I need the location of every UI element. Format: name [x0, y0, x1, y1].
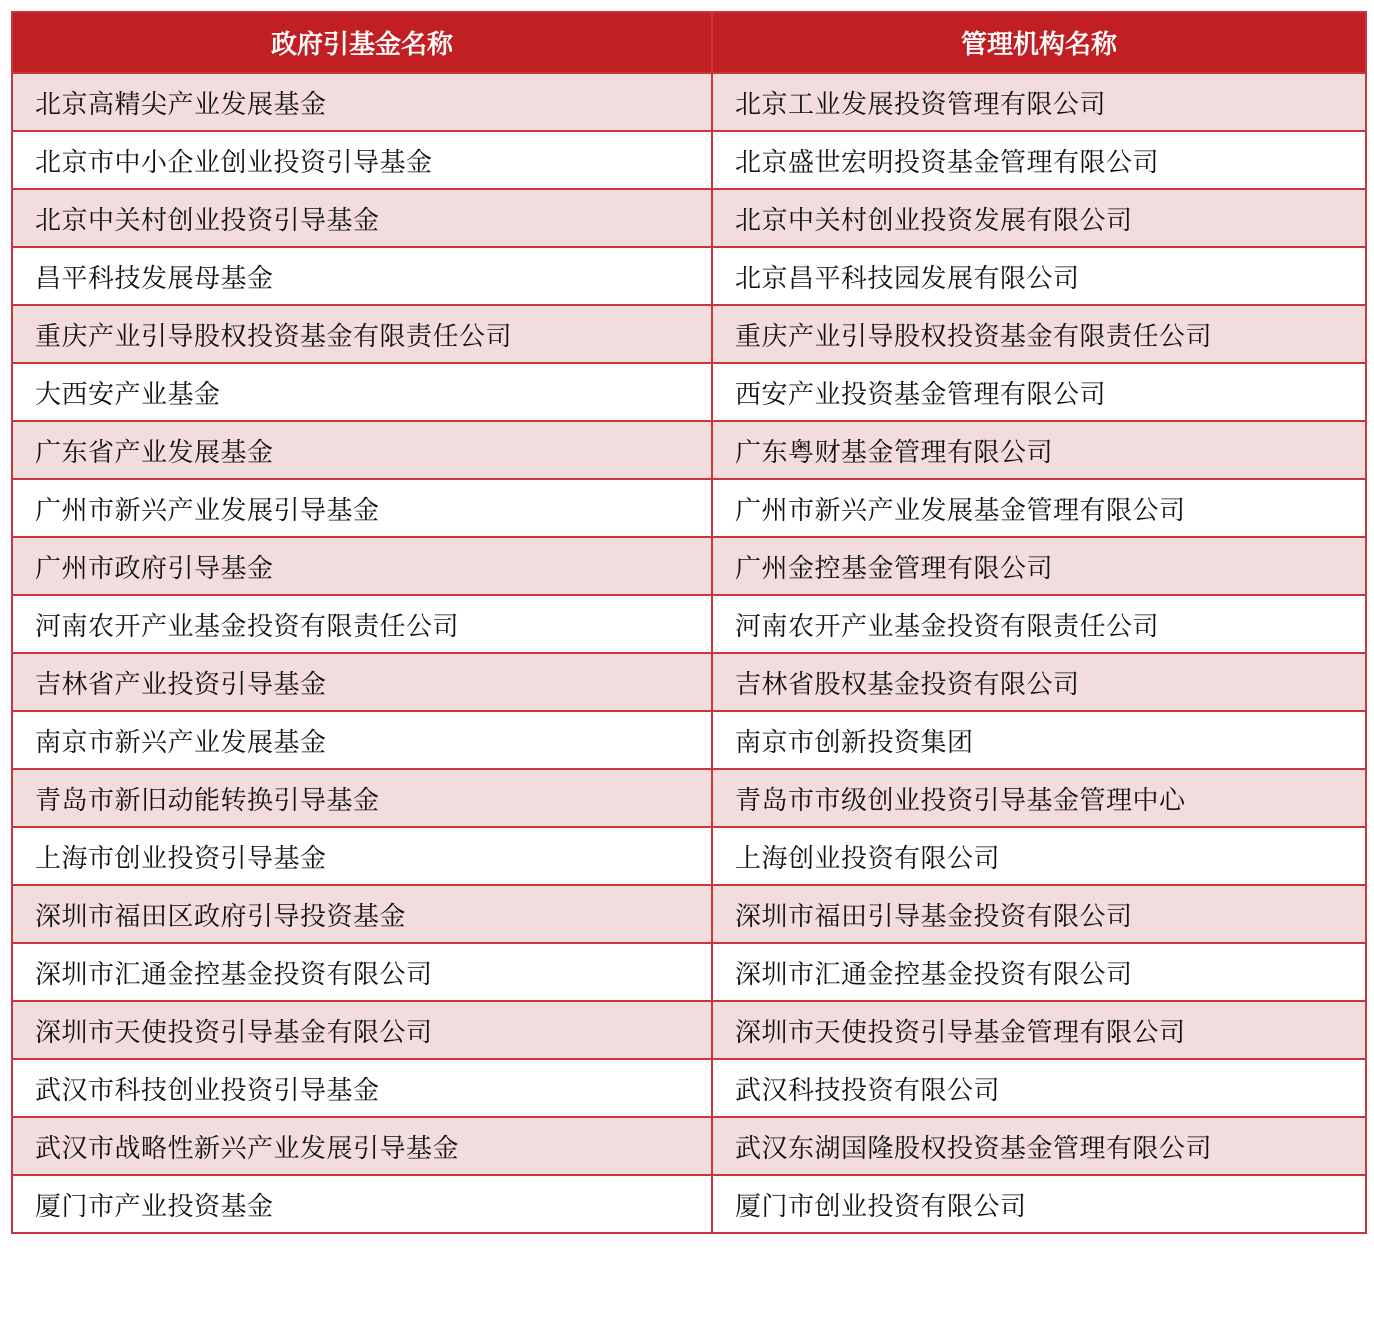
fund-name-cell: 北京中关村创业投资引导基金 [12, 189, 712, 247]
manager-name-cell: 西安产业投资基金管理有限公司 [712, 363, 1366, 421]
manager-name-cell: 广州市新兴产业发展基金管理有限公司 [712, 479, 1366, 537]
table-row [12, 885, 1366, 943]
table-row [12, 595, 1366, 653]
table-row [12, 247, 1366, 305]
header-manager-name: 管理机构名称 [712, 12, 1366, 73]
header-fund-name: 政府引基金名称 [12, 12, 712, 73]
fund-name-cell: 昌平科技发展母基金 [12, 247, 712, 305]
table-row [12, 1059, 1366, 1117]
manager-name-cell: 河南农开产业基金投资有限责任公司 [712, 595, 1366, 653]
fund-name-cell: 北京市中小企业创业投资引导基金 [12, 131, 712, 189]
fund-table [11, 11, 1367, 1234]
manager-name-cell: 青岛市市级创业投资引导基金管理中心 [712, 769, 1366, 827]
fund-name-cell: 广东省产业发展基金 [12, 421, 712, 479]
table-row [12, 363, 1366, 421]
fund-name-cell: 广州市新兴产业发展引导基金 [12, 479, 712, 537]
table-row [12, 827, 1366, 885]
fund-name-cell: 深圳市福田区政府引导投资基金 [12, 885, 712, 943]
manager-name-cell: 武汉科技投资有限公司 [712, 1059, 1366, 1117]
fund-name-cell: 吉林省产业投资引导基金 [12, 653, 712, 711]
manager-name-cell: 北京中关村创业投资发展有限公司 [712, 189, 1366, 247]
fund-name-cell: 重庆产业引导股权投资基金有限责任公司 [12, 305, 712, 363]
header-row [12, 12, 1366, 73]
fund-table-container [11, 11, 1365, 1234]
manager-name-cell: 深圳市福田引导基金投资有限公司 [712, 885, 1366, 943]
fund-name-cell: 深圳市汇通金控基金投资有限公司 [12, 943, 712, 1001]
fund-name-cell: 深圳市天使投资引导基金有限公司 [12, 1001, 712, 1059]
table-row [12, 769, 1366, 827]
manager-name-cell: 南京市创新投资集团 [712, 711, 1366, 769]
manager-name-cell: 深圳市天使投资引导基金管理有限公司 [712, 1001, 1366, 1059]
table-row [12, 479, 1366, 537]
table-row [12, 1001, 1366, 1059]
table-row [12, 131, 1366, 189]
table-row [12, 653, 1366, 711]
manager-name-cell: 深圳市汇通金控基金投资有限公司 [712, 943, 1366, 1001]
table-row [12, 537, 1366, 595]
table-row [12, 711, 1366, 769]
manager-name-cell: 广东粤财基金管理有限公司 [712, 421, 1366, 479]
fund-name-cell: 河南农开产业基金投资有限责任公司 [12, 595, 712, 653]
manager-name-cell: 吉林省股权基金投资有限公司 [712, 653, 1366, 711]
fund-name-cell: 武汉市科技创业投资引导基金 [12, 1059, 712, 1117]
fund-name-cell: 大西安产业基金 [12, 363, 712, 421]
manager-name-cell: 重庆产业引导股权投资基金有限责任公司 [712, 305, 1366, 363]
fund-name-cell: 上海市创业投资引导基金 [12, 827, 712, 885]
table-row [12, 1117, 1366, 1175]
manager-name-cell: 北京盛世宏明投资基金管理有限公司 [712, 131, 1366, 189]
table-row [12, 421, 1366, 479]
fund-name-cell: 武汉市战略性新兴产业发展引导基金 [12, 1117, 712, 1175]
manager-name-cell: 北京工业发展投资管理有限公司 [712, 73, 1366, 131]
table-header [12, 12, 1366, 73]
fund-name-cell: 北京高精尖产业发展基金 [12, 73, 712, 131]
table-row [12, 1175, 1366, 1233]
fund-name-cell: 南京市新兴产业发展基金 [12, 711, 712, 769]
table-body [12, 73, 1366, 1233]
manager-name-cell: 北京昌平科技园发展有限公司 [712, 247, 1366, 305]
manager-name-cell: 武汉东湖国隆股权投资基金管理有限公司 [712, 1117, 1366, 1175]
fund-name-cell: 厦门市产业投资基金 [12, 1175, 712, 1233]
table-row [12, 943, 1366, 1001]
fund-name-cell: 青岛市新旧动能转换引导基金 [12, 769, 712, 827]
manager-name-cell: 广州金控基金管理有限公司 [712, 537, 1366, 595]
table-row [12, 189, 1366, 247]
manager-name-cell: 厦门市创业投资有限公司 [712, 1175, 1366, 1233]
fund-name-cell: 广州市政府引导基金 [12, 537, 712, 595]
table-row [12, 73, 1366, 131]
table-row [12, 305, 1366, 363]
manager-name-cell: 上海创业投资有限公司 [712, 827, 1366, 885]
